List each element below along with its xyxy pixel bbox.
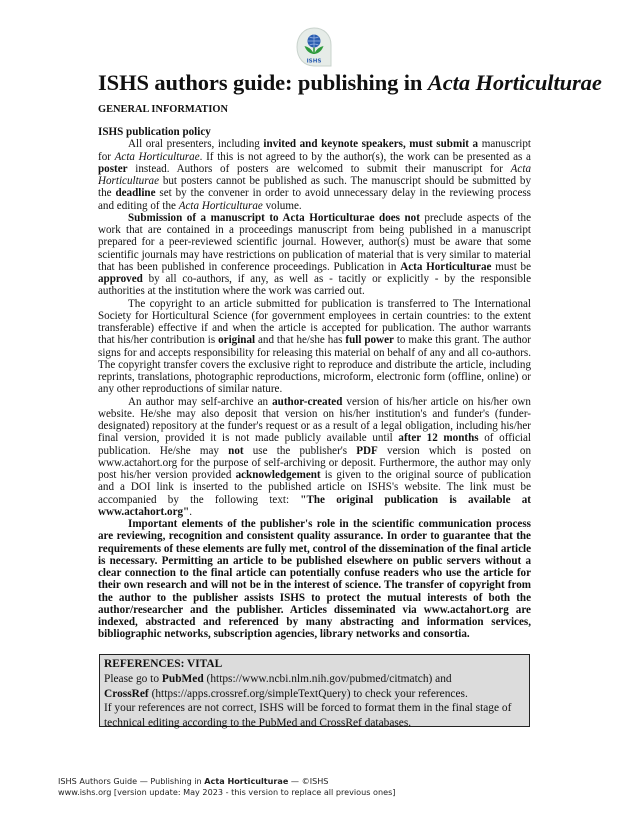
text-run: instead. Authors of posters are welcomed to submit their manuscript for (127, 162, 511, 175)
text-run: and that he/she has (255, 334, 346, 347)
footer-line-1 (58, 776, 395, 787)
crossref-link[interactable]: (https://apps.crossref.org/simpleTextQuery) to check your references. (148, 687, 468, 700)
policy-subheading: ISHS publication policy (98, 126, 211, 138)
emphasis-bold: after 12 months (398, 432, 479, 445)
emphasis-bold: author-created (272, 395, 343, 408)
journal-name-italic: Acta Horticulturae (98, 162, 531, 187)
references-line-1 (104, 673, 452, 685)
text-run: of official publication. He/she may (98, 432, 531, 457)
text-run: Important elements of the publisher's role in the scientific communication process are reviewing, recognition and consistent quality assurance. In order to guarantee that the requirements of these elements are fully met, control of the dissemination of the final article is necessary. Permitting an article to be published elsewhere on public servers without a clear connection to the final article can potentially confuse readers who use the article for their own research and will not be in the interest of science. The transfer of copyright from the author to the publisher assists ISHS to protect the mutual interests of both the author/researcher and the publisher. Articles disseminated via www.actahort.org are indexed, abstracted and referenced by many abstracting and information services, bibliographic networks, subscription agencies, library networks and consortia. (98, 518, 531, 641)
emphasis-bold: poster (98, 162, 128, 175)
policy-paragraph (98, 298, 531, 396)
policy-section (98, 126, 531, 641)
footer-copyright: — ©ISHS (288, 776, 329, 786)
footer-line-2: www.ishs.org [version update: May 2023 - this version to replace all previous ones] (58, 786, 396, 797)
text-run: All oral presenters, including (128, 138, 264, 151)
footer-guide-title: ISHS Authors Guide — Publishing in (58, 776, 205, 786)
references-callout (99, 654, 530, 730)
text-run: to make this grant. The author signs for and accepts responsibility for releasing this material on behalf of any and all co-authors. The copyright transfer covers the exclusive right to reproduce and distribute the article, including reprints, translations, photographic reproductions, microform, electronic form (offline, online) or any other reproductions of similar nature. (98, 334, 531, 396)
section-heading: GENERAL INFORMATION (98, 104, 228, 115)
text-run: An author may self-archive an (128, 395, 273, 408)
emphasis-bold: PDF (356, 444, 378, 457)
policy-paragraph (98, 212, 531, 298)
text-run: . (189, 505, 192, 518)
ishs-logo (296, 27, 332, 67)
text-run: version of his/her article on his/her own website. He/she may also deposit that version on his/her institution's and funder's (funder-designated) repository at the funder's request or as a result of a legal obligation, including his/her final version, provided it is not made publicly available until (98, 395, 531, 445)
text-run: manuscript for (98, 138, 531, 163)
emphasis-bold: invited and keynote speakers, must submit a (263, 138, 479, 151)
emphasis-bold: not (228, 444, 244, 457)
text-run: but posters cannot be published as such. The manuscript should be submitted by the (98, 175, 531, 200)
text-run: must be (491, 260, 532, 273)
references-body: If your references are not correct, ISHS will be forced to format them in the final stage of technical editing according to the PubMed and CrossRef databases. (104, 702, 512, 730)
emphasis-bold: original (218, 334, 256, 347)
svg-text:ISHS: ISHS (306, 58, 322, 65)
pubmed-link[interactable]: (https://www.ncbi.nlm.nih.gov/pubmed/citmatch) and (203, 672, 452, 685)
references-intro: Please go to (104, 672, 162, 685)
references-heading: REFERENCES: VITAL (104, 658, 223, 670)
ishs-flower-globe-icon (296, 27, 332, 67)
title-journal-name: Acta Horticulturae (427, 70, 602, 95)
text-run: use the publisher's (243, 444, 357, 457)
references-line-2 (104, 688, 468, 700)
policy-paragraph (98, 396, 531, 519)
policy-paragraph (98, 518, 531, 641)
policy-paragraphs (98, 138, 531, 640)
text-run: version which is posted on www.actahort.org for the purpose of self-archiving or deposit. Furthermore, the author may only post his/her version provided (98, 444, 531, 481)
footer-journal-name: Acta Horticulturae (204, 776, 289, 786)
page-title (98, 70, 602, 96)
text-run: . If this is not agreed to by the author(s), the work can be presented as a (199, 150, 531, 163)
emphasis-bold: full power (345, 334, 394, 347)
emphasis-bold: acknowledgement (235, 469, 321, 481)
text-run: is given to the original source of publication and a DOI link is inserted to the published article on ISHS's website. The link must be accompanied by the following text: (98, 469, 532, 506)
emphasis-bold: approved (98, 273, 143, 285)
policy-paragraph (98, 138, 531, 212)
text-run: The copyright to an article submitted for publication is transferred to The International Society for Horticultural Science (for government employees in certain countries: to the extent transferable) effective if and when the article is accepted for publication. The author warrants that his/her contribution is (98, 297, 531, 347)
page-footer (58, 776, 395, 797)
text-run: set by the convener in order to avoid unnecessary delay in the reviewing process and editing of the (98, 187, 532, 212)
emphasis-bold: "The original publication is available at www.actahort.org" (98, 493, 532, 518)
text-run: volume. (262, 199, 302, 212)
text-run: preclude aspects of the work that are contained in a proceedings manuscript from being published in a manuscript prepared for a peer-reviewed scientific journal. However, author(s) must be aware that some scientific journals may have restrictions on publication of material that is very similar to material that has been published in conference proceedings. Publication in (98, 211, 531, 273)
text-run: by all co-authors, if any, as well as - tacitly or explicitly - by the responsible authorities at the institution where the work was carried out. (98, 273, 531, 298)
emphasis-bold: Submission of a manuscript to Acta Horticulturae does not (128, 211, 420, 224)
pubmed-label: PubMed (161, 672, 204, 685)
title-text: ISHS authors guide: publishing in (98, 70, 428, 95)
emphasis-bold: Acta Horticulturae (400, 260, 492, 273)
journal-name-italic: Acta Horticulturae (114, 150, 200, 163)
journal-name-italic: Acta Horticulturae (178, 199, 263, 212)
crossref-label: CrossRef (104, 687, 149, 700)
emphasis-bold: deadline (115, 187, 156, 200)
